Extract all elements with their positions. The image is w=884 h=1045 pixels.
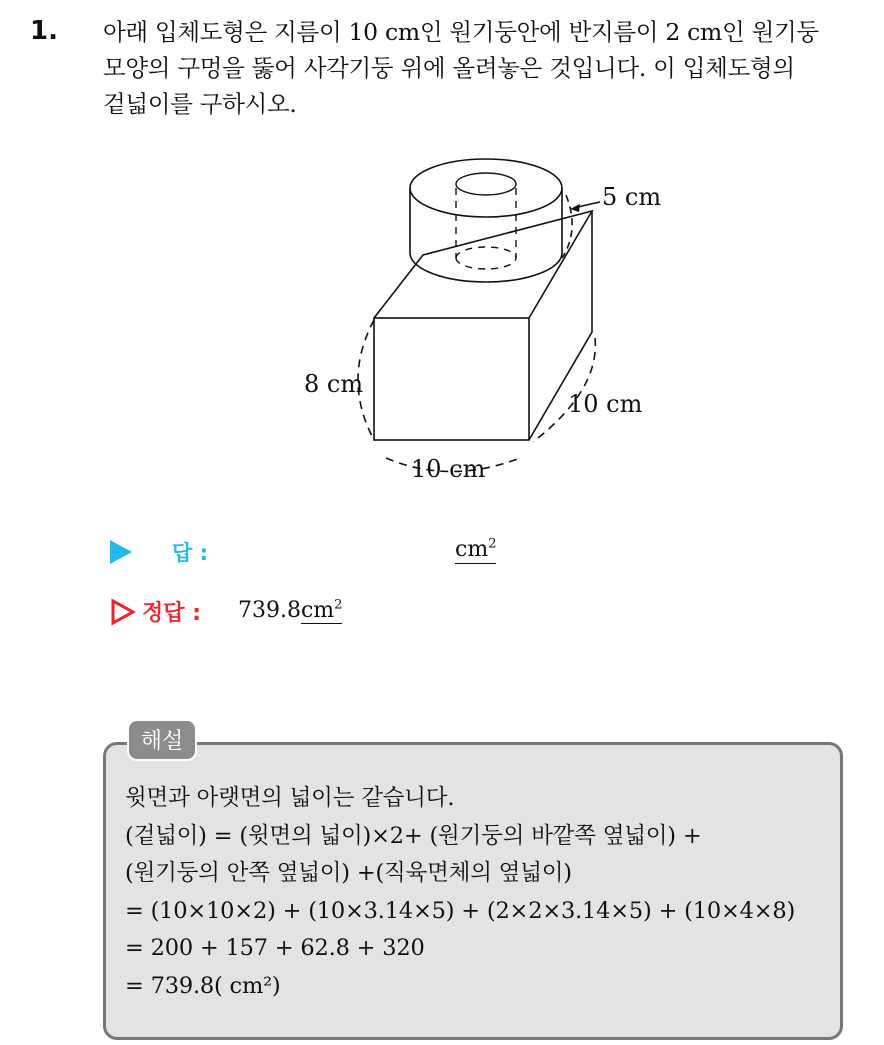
question-line: 겉넓이를 구하시오. xyxy=(103,90,297,118)
solid-figure-diagram xyxy=(290,150,690,495)
correct-answer-value: $739.8cm^2$ xyxy=(238,597,343,623)
correct-answer-row xyxy=(110,596,530,630)
answer-label: 답 : xyxy=(172,541,208,565)
play-triangle-icon xyxy=(110,540,132,564)
inner-hole-top xyxy=(456,173,516,195)
question-line: 아래 입체도형은 지름이 10 cm인 원기둥안에 반지름이 2 cm인 원기둥 xyxy=(103,18,819,46)
question-number: 1. xyxy=(30,16,58,46)
box-front-face xyxy=(374,318,529,440)
answer-unit[interactable]: $cm^2$ xyxy=(455,536,497,562)
question-text xyxy=(103,14,873,122)
explanation-tag: 해설 xyxy=(127,719,197,761)
explanation-line: = 739.8( cm²) xyxy=(125,972,281,999)
label-8cm: 8 cm xyxy=(304,370,364,398)
outline-triangle-icon xyxy=(110,598,136,626)
label-5cm: 5 cm xyxy=(602,183,662,211)
explanation-line: = (10×10×2) + (10×3.14×5) + (2×2×3.14×5) + (10×4×8) xyxy=(125,897,796,924)
inner-hole-hidden xyxy=(456,188,516,269)
explanation-line: (원기둥의 안쪽 옆넓이) +(직육면체의 옆넓이) xyxy=(125,860,572,886)
explanation-line: (겉넓이) = (윗면의 넓이)×2+ (원기둥의 바깥쪽 옆넓이) + xyxy=(125,822,702,849)
explanation-line: = 200 + 157 + 62.8 + 320 xyxy=(125,935,425,961)
correct-answer-label: 정답 : xyxy=(142,601,201,626)
answer-row xyxy=(110,535,530,569)
question-line: 모양의 구멍을 뚫어 사각기둥 위에 올려놓은 것입니다. 이 입체도형의 xyxy=(103,54,795,82)
explanation-line: 윗면과 아랫면의 넓이는 같습니다. xyxy=(125,785,455,811)
explanation-text xyxy=(125,780,835,1005)
label-10cm-width: 10 cm xyxy=(411,455,486,483)
outer-cylinder xyxy=(410,188,562,282)
box-top-edges xyxy=(374,211,592,318)
label-10cm-depth: 10 cm xyxy=(568,390,643,418)
outer-cylinder-top xyxy=(410,159,562,217)
